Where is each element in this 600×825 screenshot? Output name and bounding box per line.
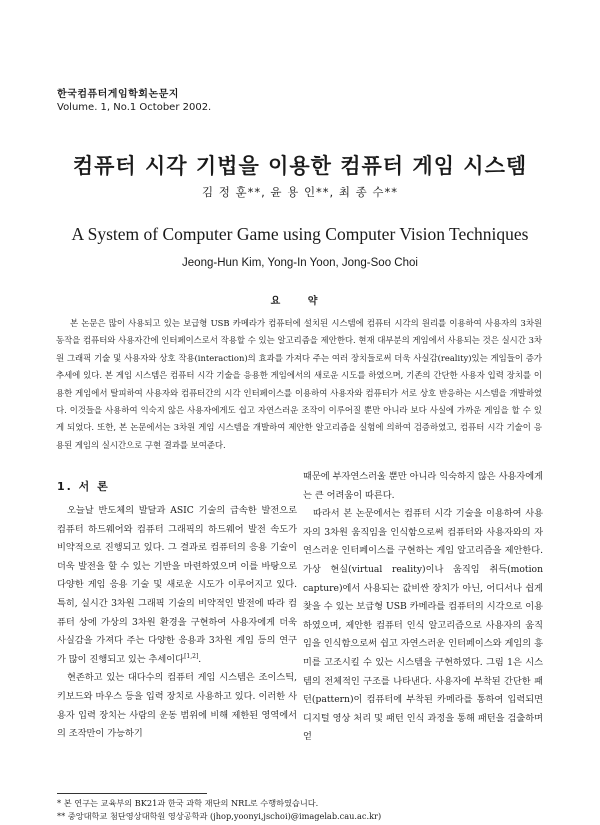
intro-paragraph-2: 현존하고 있는 대다수의 컴퓨터 게임 시스템은 조이스틱, 키보드와 마우스 등을 입력 장치로 사용하고 있다. 이러한 사용자 입력 장치는 사람의 운동 범위에 비해 제한된 영역에서의 조작만이 가능하기 — [57, 672, 297, 740]
authors-korean: 김 정 훈**, 윤 용 인**, 최 종 수** — [201, 185, 399, 199]
section-heading-introduction: 1. 서 론 — [57, 480, 110, 493]
intro-paragraph-1-end: . — [198, 653, 202, 665]
intro-paragraph-1 — [57, 502, 297, 669]
left-column — [57, 478, 297, 744]
intro-paragraph-3: 때문에 부자연스러울 뿐만 아니라 익숙하지 않은 사용자에게는 큰 어려움이 따른다. — [303, 471, 543, 501]
footnotes — [57, 797, 543, 823]
citation-ref: [1,2] — [184, 652, 199, 660]
intro-paragraph-4: 따라서 본 논문에서는 컴퓨터 시각 기술을 이용하여 사용자의 3차원 움직임을 인식함으로써 컴퓨터와 사용자와의 자연스러운 인터페이스를 구현하는 게임 알고리즘을 제안한다. 가상 현실(virtual reality)이나 움직임 취득(motion capture)에서 사용되는 값비싼 장치가 아닌, 어디서나 쉽게 찾을 수 있는 보급형 USB 카메라를 컴퓨터의 시각으로 이용하였으며, 제안한 컴퓨터 인식 알고리즘으로 사용자의 움직임을 인식함으로써 쉽고 자연스러운 인터페이스와 게임의 흥미를 고조시킬 수 있는 시스템을 구현하였다. 그림 1은 시스템의 전체적인 구조를 나타낸다. 사용자에 부착된 간단한 패턴(pattern)이 컴퓨터에 부착된 카메라를 통하여 입력되면 디지털 영상 처리 및 패턴 인식 과정을 통해 패턴을 검출하며 얻 — [303, 508, 543, 743]
footnote-divider — [57, 793, 207, 794]
paper-title-english: A System of Computer Game using Computer Vision Techniques — [71, 224, 529, 244]
paper-title-korean: 컴퓨터 시각 기법을 이용한 컴퓨터 게임 시스템 — [72, 154, 528, 178]
authors-english: Jeong-Hun Kim, Yong-In Yoon, Jong-Soo Choi — [182, 257, 418, 269]
footnote-1: * 본 연구는 교육부의 BK21과 한국 과학 재단의 NRL로 수행하였습니다. — [57, 798, 319, 808]
journal-header — [57, 88, 211, 114]
abstract-text: 본 논문은 많이 사용되고 있는 보급형 USB 카메라가 컴퓨터에 설치된 시스템에 컴퓨터 시각의 원리를 이용하여 사용자의 3차원 동작을 컴퓨터와 사용자간에 인터페이스로서 작용할 수 있는 알고리즘을 제안한다. 현재 대부분의 게임에서 사용되는 것은 실시간 3차원 그래픽 기술 및 사용자와 상호 작용(interaction)의 효과를 가져다 주는 여러 장치들로써 더욱 사실감(reality)있는 게임들이 증가 추세에 있다. 본 게임 시스템은 컴퓨터 시각 기술을 응용한 게임에서의 새로운 시도를 하였으며, 기존의 간단한 사용자 입력 장치를 이용한 게임에서 탈피하여 사용자와 컴퓨터간의 시각 인터페이스를 이용하여 사용자와 컴퓨터가 서로 상호 반응하는 시스템을 개발하였다. 이것들을 사용하여 익숙지 않은 사용자에게도 쉽고 자연스러운 조작이 이루어질 뿐만 아니라 보다 사실에 가까운 게임을 할 수 있게 되었다. 또한, 본 논문에서는 3차원 게임 시스템을 개발하여 제안한 알고리즘을 실험에 의하여 검증하였고, 컴퓨터 시각 기술이 응용된 게임의 실시간으로 구현 결과를 보여준다. — [56, 318, 542, 450]
intro-paragraph-1-text: 오늘날 반도체의 발달과 ASIC 기술의 급속한 발전으로 컴퓨터 하드웨어와 컴퓨터 그래픽의 하드웨어 발전 속도가 비약적으로 진행되고 있다. 그 결과로 컴퓨터의 응용 기술이 더욱 발전을 할 수 있는 기반을 마련하였으며 이를 바탕으로 다양한 게임 응용 기술 및 새로운 시도가 이루어지고 있다. 특히, 실시간 3차원 그래픽 기술의 비약적인 발전에 따라 컴퓨터 상에 가상의 3차원 환경을 구현하여 사용자에게 더욱 사실감을 가져다 주는 다양한 응용과 3차원 게임 등의 연구가 많이 진행되고 있는 추세이다 — [57, 505, 297, 665]
journal-volume: Volume. 1, No.1 October 2002. — [57, 102, 212, 113]
right-column — [303, 468, 543, 747]
abstract-heading: 요 약 — [270, 296, 330, 307]
journal-name: 한국컴퓨터게임학회논문지 — [57, 89, 179, 100]
footnote-2: ** 중앙대학교 첨단영상대학원 영상공학과 (jhop,yoonyi,jschoi)@imagelab.cau.ac.kr) — [57, 811, 382, 821]
